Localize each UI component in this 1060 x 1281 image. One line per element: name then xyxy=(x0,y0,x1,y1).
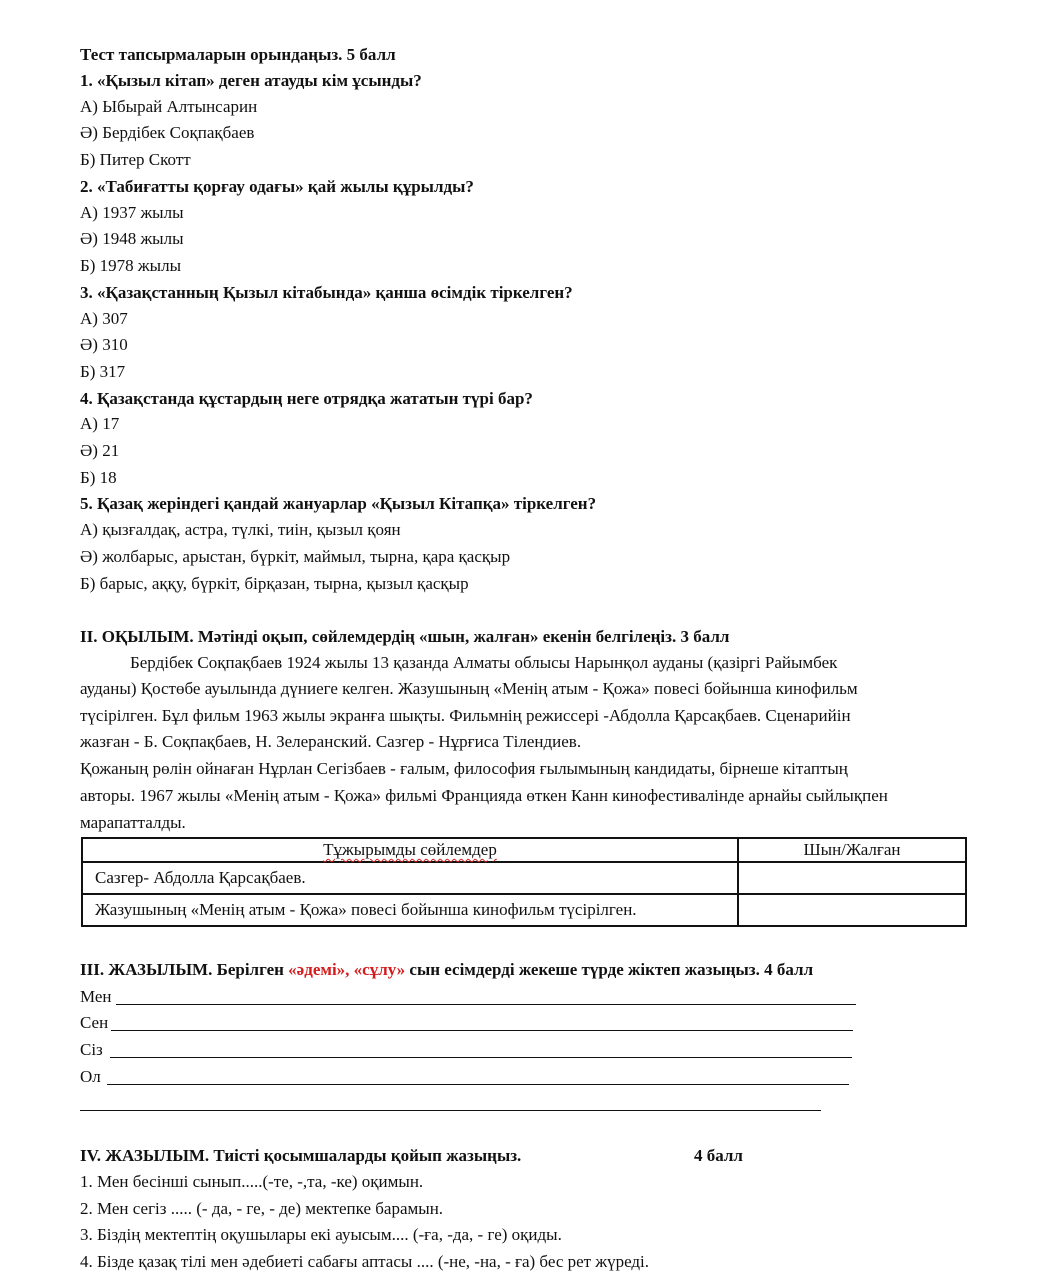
exercise-item: 1. Мен бесінші сынып.....(-те, -,та, -ке) оқимын. xyxy=(80,1172,424,1191)
reading-text-line: Бердібек Соқпақбаев 1924 жылы 13 қазанда Алматы облысы Нарынқол ауданы (қазіргі Райымбек xyxy=(130,653,838,672)
pronoun-label: Ол xyxy=(80,1067,101,1086)
q5-option-a: А) қызғалдақ, астра, түлкі, тиін, қызыл қоян xyxy=(80,520,401,539)
q2-option-b: Б) 1978 жылы xyxy=(80,256,181,275)
reading-text-line: ауданы) Қостөбе ауылында дүниеге келген. Жазушының «Менің атым - Қожа» повесі бойынша кинофильм xyxy=(80,679,858,698)
q5-option-ae: Ә) жолбарыс, арыстан, бүркіт, маймыл, тырна, қара қасқыр xyxy=(80,547,511,566)
exercise-item: 3. Біздің мектептің оқушылары екі ауысым.... (-ға, -да, - ге) оқиды. xyxy=(80,1225,562,1244)
question-1: 1. «Қызыл кітап» деген атауды кім ұсынды? xyxy=(80,71,422,90)
answer-line[interactable] xyxy=(80,1110,821,1111)
q3-option-ae: Ә) 310 xyxy=(80,335,128,354)
section1-heading: Тест тапсырмаларын орындаңыз. 5 балл xyxy=(80,45,396,64)
pronoun-label: Мен xyxy=(80,987,112,1006)
question-2: 2. «Табиғатты қорғау одағы» қай жылы құрылды? xyxy=(80,177,474,196)
q3-option-a: А) 307 xyxy=(80,309,128,328)
question-4: 4. Қазақстанда құстардың неге отрядқа жататын түрі бар? xyxy=(80,389,533,408)
pronoun-label: Сен xyxy=(80,1013,109,1032)
table-row xyxy=(82,862,966,894)
true-false-table xyxy=(81,837,967,927)
answer-line[interactable] xyxy=(107,1084,849,1085)
q1-option-b: Б) Питер Скотт xyxy=(80,150,191,169)
exercise-item: 4. Бізде қазақ тілі мен әдебиеті сабағы аптасы .... (-не, -на, - ға) бес рет жүреді. xyxy=(80,1252,650,1271)
table-row xyxy=(82,894,966,926)
pronoun-label: Сіз xyxy=(80,1040,103,1059)
section3-heading: III. ЖАЗЫЛЫМ. Берілген «әдемі», «сұлу» сын есімдерді жекеше түрде жіктеп жазыңыз. 4 балл xyxy=(80,960,814,979)
section2-heading: II. ОҚЫЛЫМ. Мәтінді оқып, сөйлемдердің «шын, жалған» екенін белгілеңіз. 3 балл xyxy=(80,627,730,646)
reading-text-line: Қожаның рөлін ойнаған Нұрлан Сегізбаев - ғалым, философия ғылымының кандидаты, бірнеше кітаптың xyxy=(80,759,848,778)
answer-line[interactable] xyxy=(111,1030,853,1031)
section4-heading: IV. ЖАЗЫЛЫМ. Тиісті қосымшаларды қойып жазыңыз. xyxy=(80,1146,522,1165)
reading-text-line: жазған - Б. Соқпақбаев, Н. Зелеранский. Сазгер - Нұрғиса Тілендиев. xyxy=(80,732,582,751)
q5-option-b: Б) барыс, аққу, бүркіт, бірқазан, тырна, қызыл қасқыр xyxy=(80,574,469,593)
answer-cell[interactable] xyxy=(738,894,966,926)
statement-cell: Жазушының «Менің атым - Қожа» повесі бойынша кинофильм түсірілген. xyxy=(82,894,738,926)
table-header-true-false: Шын/Жалған xyxy=(738,838,966,862)
answer-line[interactable] xyxy=(110,1057,852,1058)
answer-line[interactable] xyxy=(116,1004,856,1005)
exercise-item: 2. Мен сегіз ..... (- да, - ге, - де) мектепке барамын. xyxy=(80,1199,444,1218)
section4-points: 4 балл xyxy=(694,1146,743,1165)
q3-option-b: Б) 317 xyxy=(80,362,126,381)
statement-cell: Сазгер- Абдолла Қарсақбаев. xyxy=(82,862,738,894)
table-header-statements: Тұжырымды сөйлемдер xyxy=(82,838,738,862)
q4-option-ae: Ә) 21 xyxy=(80,441,120,460)
question-5: 5. Қазақ жеріндегі қандай жануарлар «Қызыл Кітапқа» тіркелген? xyxy=(80,494,597,513)
q4-option-a: А) 17 xyxy=(80,414,120,433)
reading-text-line: авторы. 1967 жылы «Менің атым - Қожа» фильмі Францияда өткен Канн кинофестивалінде арнайы сыйлықпен xyxy=(80,786,888,805)
q2-option-ae: Ә) 1948 жылы xyxy=(80,229,184,248)
reading-text-line: түсірілген. Бұл фильм 1963 жылы экранға шықты. Фильмнің режиссері -Абдолла Қарсақбаев. Сценарийін xyxy=(80,706,851,725)
question-3: 3. «Қазақстанның Қызыл кітабында» қанша өсімдік тіркелген? xyxy=(80,283,573,302)
q1-option-ae: Ә) Бердібек Соқпақбаев xyxy=(80,123,255,142)
q4-option-b: Б) 18 xyxy=(80,468,117,487)
q2-option-a: А) 1937 жылы xyxy=(80,203,184,222)
reading-text-line: марапатталды. xyxy=(80,813,186,832)
section3-target-words: «әдемі», «сұлу» xyxy=(288,960,406,979)
q1-option-a: А) Ыбырай Алтынсарин xyxy=(80,97,258,116)
answer-cell[interactable] xyxy=(738,862,966,894)
